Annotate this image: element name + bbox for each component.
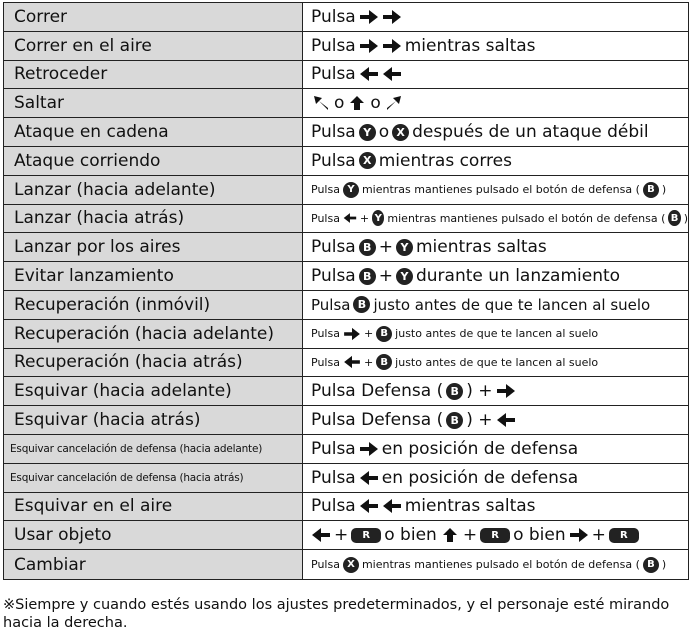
arrow-right-icon	[569, 527, 589, 543]
control-text: Pulsa	[311, 183, 340, 197]
control-text: o bien	[513, 525, 566, 546]
action-name: Ataque en cadena	[4, 118, 303, 146]
table-row	[4, 3, 688, 32]
arrow-upright-icon	[384, 95, 404, 111]
control-description	[303, 349, 688, 377]
control-text: Pulsa	[311, 6, 356, 27]
control-text: +	[378, 266, 393, 287]
control-text: mientras saltas	[404, 496, 536, 517]
control-text: +	[363, 327, 374, 341]
control-text: Pulsa Defensa (	[311, 410, 444, 431]
button-b-icon: B	[643, 557, 659, 573]
control-text: Pulsa	[311, 496, 356, 517]
control-text: +	[378, 237, 393, 258]
control-text: Pulsa	[311, 35, 356, 56]
arrow-right-icon	[359, 441, 379, 457]
action-name: Esquivar (hacia adelante)	[4, 377, 303, 405]
table-row	[4, 521, 688, 550]
button-b-icon: B	[446, 383, 463, 400]
control-description	[303, 320, 688, 348]
table-row	[4, 377, 688, 406]
button-x-icon: X	[359, 152, 376, 169]
button-b-icon: B	[376, 326, 392, 342]
control-text: mientras corres	[378, 150, 512, 171]
control-text: Pulsa	[311, 211, 340, 225]
button-y-icon: Y	[359, 124, 376, 141]
arrow-right-icon	[382, 38, 402, 54]
controls-table	[3, 2, 689, 580]
control-text: justo antes de que te lancen al suelo	[395, 355, 599, 369]
control-text: +	[462, 525, 478, 546]
control-text: ) +	[466, 410, 493, 431]
control-text: justo antes de que te lancen al suelo	[373, 295, 651, 314]
arrow-left-icon	[343, 355, 361, 369]
control-description	[303, 464, 688, 492]
control-text: Pulsa	[311, 266, 356, 287]
action-name: Ataque corriendo	[4, 147, 303, 175]
arrow-left-icon	[359, 498, 379, 514]
control-text: Pulsa	[311, 467, 356, 488]
table-row	[4, 32, 688, 61]
control-description	[303, 435, 688, 463]
table-row	[4, 550, 688, 579]
arrow-left-icon	[359, 470, 379, 486]
control-text: Pulsa	[311, 64, 356, 85]
button-b-icon: B	[376, 354, 392, 370]
button-x-icon: X	[392, 124, 409, 141]
arrow-right-icon	[359, 9, 379, 25]
control-description	[303, 147, 688, 175]
button-r-icon: R	[609, 528, 639, 543]
button-b-icon: B	[353, 296, 370, 313]
control-description	[303, 493, 688, 521]
control-text: justo antes de que te lancen al suelo	[395, 327, 599, 341]
control-text: o	[378, 122, 390, 143]
arrow-right-icon	[382, 9, 402, 25]
control-description	[303, 61, 688, 89]
table-row	[4, 89, 688, 118]
table-row	[4, 262, 688, 291]
action-name: Saltar	[4, 89, 303, 117]
control-text: Pulsa	[311, 558, 340, 572]
control-text: Pulsa	[311, 237, 356, 258]
table-row	[4, 291, 688, 320]
action-name: Usar objeto	[4, 521, 303, 549]
control-text: Pulsa	[311, 355, 340, 369]
control-text: durante un lanzamiento	[415, 266, 621, 287]
control-text: o bien	[384, 525, 437, 546]
table-row	[4, 205, 688, 234]
arrow-upleft-icon	[311, 95, 331, 111]
arrow-left-icon	[382, 66, 402, 82]
arrow-left-icon	[311, 527, 331, 543]
control-description	[303, 233, 688, 261]
arrow-right-icon	[359, 38, 379, 54]
control-text: )	[683, 211, 688, 225]
action-name: Evitar lanzamiento	[4, 262, 303, 290]
action-name: Correr	[4, 3, 303, 31]
control-text: mientras mantienes pulsado el botón de defensa (	[387, 211, 666, 225]
control-text: +	[363, 355, 374, 369]
control-text: +	[334, 525, 349, 546]
action-name: Lanzar (hacia atrás)	[4, 205, 303, 233]
action-name: Recuperación (inmóvil)	[4, 291, 303, 319]
action-name: Esquivar cancelación de defensa (hacia adelante)	[4, 435, 303, 463]
button-b-icon: B	[643, 182, 659, 198]
control-text: en posición de defensa	[381, 467, 579, 488]
table-row	[4, 435, 688, 464]
control-text: Pulsa	[311, 327, 340, 341]
button-y-icon: Y	[372, 210, 384, 226]
button-y-icon: Y	[396, 268, 413, 285]
arrow-right-icon	[496, 383, 516, 399]
action-name: Esquivar cancelación de defensa (hacia atrás)	[4, 464, 303, 492]
table-row	[4, 464, 688, 493]
control-description	[303, 118, 688, 146]
control-text: )	[661, 183, 667, 197]
control-text: después de un ataque débil	[412, 122, 649, 143]
arrow-left-icon	[359, 66, 379, 82]
arrow-up-icon	[347, 95, 367, 111]
control-text: mientras saltas	[415, 237, 547, 258]
control-description	[303, 32, 688, 60]
control-description	[303, 291, 688, 319]
arrow-left-icon	[496, 412, 516, 428]
table-row	[4, 176, 688, 205]
table-row	[4, 406, 688, 435]
control-description	[303, 205, 688, 233]
control-text: +	[591, 525, 606, 546]
control-text: Pulsa	[311, 150, 356, 171]
control-text: mientras mantienes pulsado el botón de defensa (	[361, 558, 640, 572]
footnote: ※Siempre y cuando estés usando los ajustes predeterminados, y el personaje esté mirando hacia la derecha.	[3, 597, 670, 631]
table-row	[4, 349, 688, 378]
arrow-right-icon	[343, 327, 361, 341]
control-text: ) +	[466, 381, 493, 402]
arrow-up-icon	[440, 527, 460, 543]
button-r-icon: R	[351, 528, 381, 543]
control-text: mientras mantienes pulsado el botón de defensa (	[361, 183, 640, 197]
button-b-icon: B	[359, 239, 376, 256]
control-description	[303, 3, 688, 31]
action-name: Correr en el aire	[4, 32, 303, 60]
table-row	[4, 233, 688, 262]
button-r-icon: R	[480, 528, 510, 543]
action-name: Lanzar por los aires	[4, 233, 303, 261]
button-y-icon: Y	[343, 182, 359, 198]
button-x-icon: X	[343, 557, 359, 573]
button-y-icon: Y	[396, 239, 413, 256]
table-row	[4, 493, 688, 522]
control-description	[303, 406, 688, 434]
action-name: Retroceder	[4, 61, 303, 89]
control-description	[303, 89, 688, 117]
control-text: o	[370, 93, 381, 114]
table-row	[4, 147, 688, 176]
control-description	[303, 377, 688, 405]
action-name: Cambiar	[4, 550, 303, 579]
button-b-icon: B	[668, 210, 680, 226]
table-row	[4, 118, 688, 147]
control-description	[303, 176, 688, 204]
control-description	[303, 550, 688, 579]
button-b-icon: B	[446, 412, 463, 429]
arrow-left-icon	[343, 211, 357, 225]
table-row	[4, 320, 688, 349]
control-text: +	[359, 211, 370, 225]
control-text: Pulsa	[311, 122, 356, 143]
action-name: Recuperación (hacia adelante)	[4, 320, 303, 348]
action-name: Esquivar (hacia atrás)	[4, 406, 303, 434]
button-b-icon: B	[359, 268, 376, 285]
control-text: Pulsa Defensa (	[311, 381, 444, 402]
control-text: o	[334, 93, 345, 114]
table-row	[4, 61, 688, 90]
action-name: Recuperación (hacia atrás)	[4, 349, 303, 377]
control-text: en posición de defensa	[381, 438, 579, 459]
control-description	[303, 521, 688, 549]
control-text: Pulsa	[311, 438, 356, 459]
control-text: )	[661, 558, 667, 572]
arrow-left-icon	[382, 498, 402, 514]
action-name: Lanzar (hacia adelante)	[4, 176, 303, 204]
control-text: mientras saltas	[404, 35, 536, 56]
control-description	[303, 262, 688, 290]
control-text: Pulsa	[311, 295, 351, 314]
action-name: Esquivar en el aire	[4, 493, 303, 521]
